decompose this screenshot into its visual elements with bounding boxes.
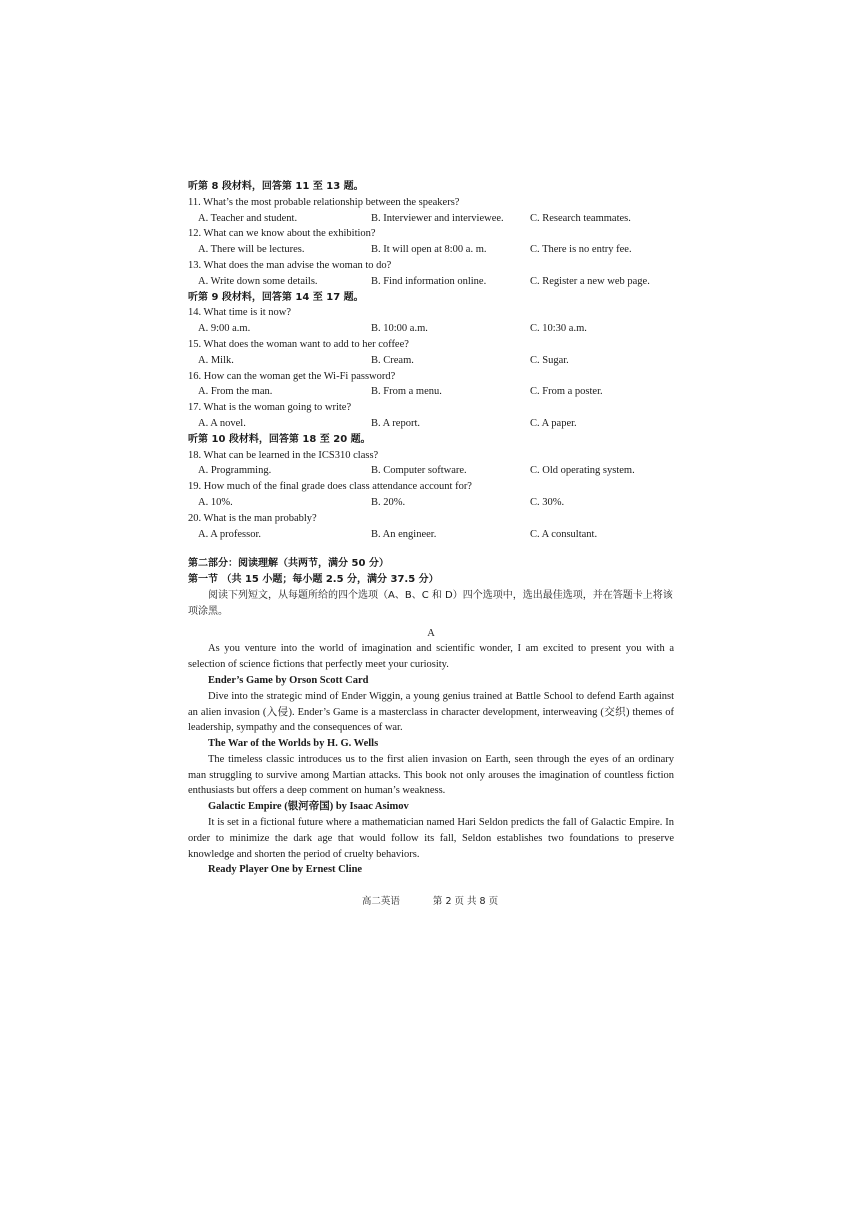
option-b: B. 20%. bbox=[371, 496, 406, 508]
passage-label: A bbox=[427, 627, 435, 639]
option-c: C. Register a new web page. bbox=[530, 275, 650, 287]
option-c: C. 30%. bbox=[530, 496, 565, 508]
option-c: C. Sugar. bbox=[530, 354, 569, 366]
question-15 bbox=[188, 337, 674, 369]
options bbox=[188, 353, 674, 369]
question-13 bbox=[188, 258, 674, 290]
option-a: A. A professor. bbox=[198, 528, 261, 540]
options bbox=[188, 384, 674, 400]
book-description: The timeless classic introduces us to the first alien invasion on Earth, seen through the eyes of an ordinary man struggling to survive among Martian attacks. This book not only arouses the imagination of countless fiction enthusiasts but offers a deep comment on human’s weakness. bbox=[188, 753, 674, 797]
question-text: 14. What time is it now? bbox=[188, 307, 292, 319]
option-c: C. A consultant. bbox=[530, 528, 598, 540]
option-a: A. A novel. bbox=[198, 417, 246, 429]
option-b: B. It will open at 8:00 a. m. bbox=[371, 244, 487, 256]
question-text: 20. What is the man probably? bbox=[188, 512, 317, 524]
section-header: 听第 9 段材料，回答第 14 至 17 题。 bbox=[188, 291, 364, 303]
option-c: C. From a poster. bbox=[530, 386, 603, 398]
options bbox=[188, 463, 674, 479]
option-a: A. 10%. bbox=[198, 496, 233, 508]
question-text: 18. What can be learned in the ICS310 class? bbox=[188, 449, 379, 461]
option-b: B. Cream. bbox=[371, 354, 414, 366]
question-11 bbox=[188, 195, 674, 227]
option-b: B. From a menu. bbox=[371, 386, 442, 398]
option-a: A. Programming. bbox=[198, 465, 272, 477]
question-text: 15. What does the woman want to add to her coffee? bbox=[188, 338, 409, 350]
book-title: Ready Player One by Ernest Cline bbox=[208, 864, 363, 876]
options bbox=[188, 495, 674, 511]
question-14 bbox=[188, 305, 674, 337]
option-c: C. Old operating system. bbox=[530, 465, 635, 477]
question-12 bbox=[188, 226, 674, 258]
options bbox=[188, 211, 674, 227]
footer-subject: 高二英语 bbox=[361, 896, 400, 907]
book-entry bbox=[188, 862, 674, 878]
question-text: 16. How can the woman get the Wi-Fi password? bbox=[188, 370, 396, 382]
book-title: Ender’s Game by Orson Scott Card bbox=[208, 674, 369, 686]
book-entry bbox=[188, 673, 674, 736]
book-entry bbox=[188, 736, 674, 799]
option-b: B. Find information online. bbox=[371, 275, 487, 287]
page-footer bbox=[0, 893, 860, 907]
options bbox=[188, 416, 674, 432]
options bbox=[188, 242, 674, 258]
option-a: A. Write down some details. bbox=[198, 275, 318, 287]
option-b: B. An engineer. bbox=[371, 528, 437, 540]
section-header: 听第 8 段材料，回答第 11 至 13 题。 bbox=[188, 181, 364, 192]
option-b: B. A report. bbox=[371, 417, 420, 429]
section-header: 听第 10 段材料，回答第 18 至 20 题。 bbox=[188, 433, 371, 445]
question-text: 19. How much of the final grade does class attendance account for? bbox=[188, 481, 472, 493]
book-description: Dive into the strategic mind of Ender Wiggin, a young genius trained at Battle School to defend Earth against an alien invasion (入侵). Ender’s Game is a masterclass in character development, interweaving (交织) themes of leadership, sympathy and the consequences of war. bbox=[188, 690, 674, 734]
option-c: C. There is no entry fee. bbox=[530, 244, 632, 256]
option-a: A. Milk. bbox=[198, 354, 234, 366]
part-title: 第二部分：阅读理解（共两节，满分 50 分） bbox=[188, 558, 389, 570]
option-a: A. Teacher and student. bbox=[198, 212, 298, 224]
options bbox=[188, 527, 674, 543]
footer-page-number: 第 2 页 共 8 页 bbox=[432, 896, 499, 907]
option-a: A. From the man. bbox=[198, 386, 273, 398]
option-a: A. There will be lectures. bbox=[198, 244, 305, 256]
page-content bbox=[188, 179, 674, 878]
book-entry bbox=[188, 799, 674, 862]
instruction-text: 阅读下列短文，从每题所给的四个选项（A、B、C 和 D）四个选项中，选出最佳选项，并在答题卡上将该项涂黑。 bbox=[188, 589, 673, 617]
listening-section-9 bbox=[188, 290, 674, 432]
question-16 bbox=[188, 369, 674, 401]
book-title: The War of the Worlds by H. G. Wells bbox=[208, 738, 379, 750]
book-description: It is set in a fictional future where a mathematician named Hari Seldon predicts the fall of Galactic Empire. In order to minimize the dark age that would follow its fall, Seldon establishes two foundations to preserve knowledge and shorten the period of cruelty behaviors. bbox=[188, 817, 674, 860]
passage-intro: As you venture into the world of imagination and scientific wonder, I am excited to present you with a selection of science fictions that perfectly meet your curiosity. bbox=[188, 643, 674, 671]
listening-section-10 bbox=[188, 432, 674, 543]
options bbox=[188, 274, 674, 290]
question-17 bbox=[188, 400, 674, 432]
option-c: C. Research teammates. bbox=[530, 212, 631, 224]
reading-part bbox=[188, 556, 674, 878]
option-b: B. Computer software. bbox=[371, 465, 467, 477]
section-title: 第一节 （共 15 小题；每小题 2.5 分，满分 37.5 分） bbox=[188, 574, 439, 586]
question-19 bbox=[188, 479, 674, 511]
listening-section-8 bbox=[188, 179, 674, 290]
options bbox=[188, 321, 674, 337]
book-title: Galactic Empire (银河帝国) by Isaac Asimov bbox=[208, 801, 409, 813]
question-text: 13. What does the man advise the woman to do? bbox=[188, 259, 392, 271]
option-c: C. 10:30 a.m. bbox=[530, 323, 587, 335]
question-text: 11. What’s the most probable relationship between the speakers? bbox=[188, 196, 460, 208]
question-text: 12. What can we know about the exhibition? bbox=[188, 228, 376, 240]
question-20 bbox=[188, 511, 674, 543]
option-c: C. A paper. bbox=[530, 417, 577, 429]
option-b: B. 10:00 a.m. bbox=[371, 323, 428, 335]
option-b: B. Interviewer and interviewee. bbox=[371, 212, 504, 224]
question-text: 17. What is the woman going to write? bbox=[188, 402, 352, 414]
question-18 bbox=[188, 448, 674, 480]
option-a: A. 9:00 a.m. bbox=[198, 323, 251, 335]
